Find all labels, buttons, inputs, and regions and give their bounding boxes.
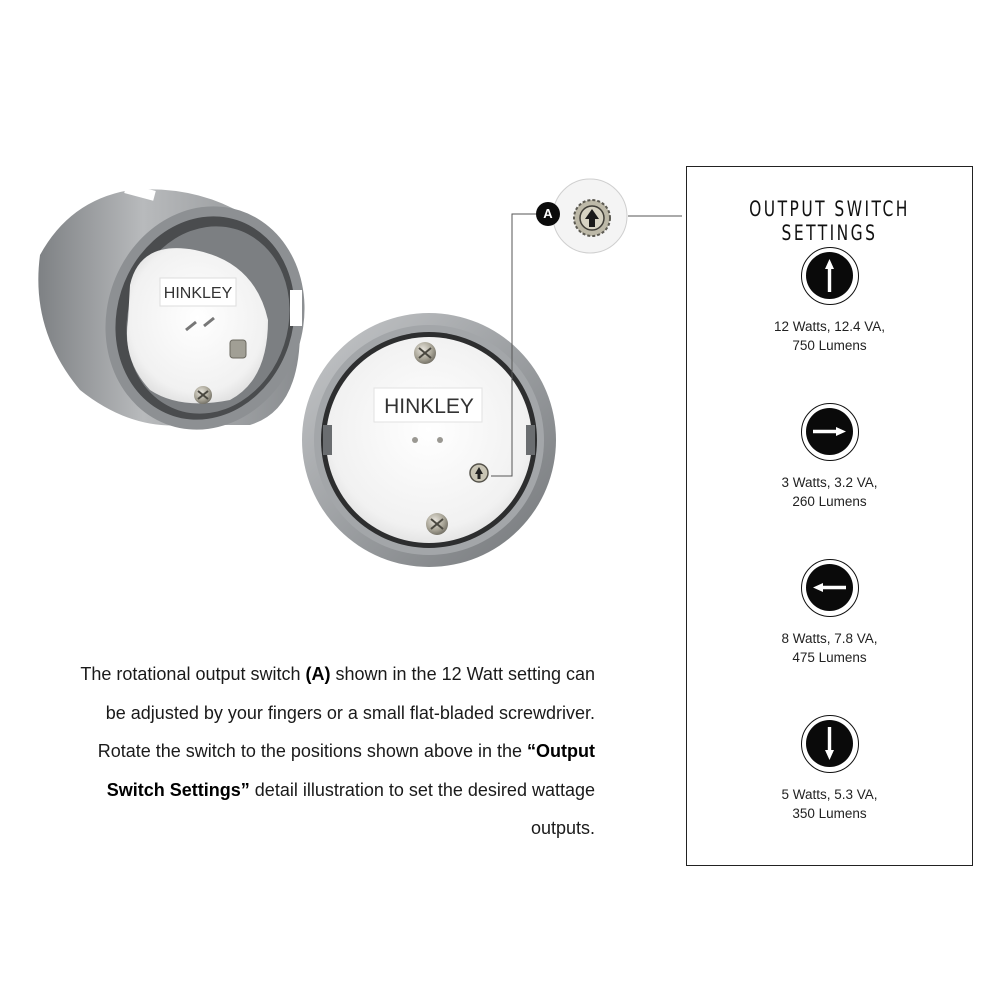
setting-line-2: 260 Lumens [792, 494, 867, 509]
left-arrow-icon [806, 564, 853, 611]
desc-bold-settings: “Output Switch Settings” [106, 741, 595, 800]
setting-line-1: 3 Watts, 3.2 VA, [781, 475, 878, 490]
up-arrow-icon [806, 252, 853, 299]
panel-title: OUTPUT SWITCH SETTINGS [749, 197, 910, 245]
setting-8-watt [687, 559, 972, 667]
brand-label-left: HINKLEY [163, 285, 233, 302]
right-arrow-icon [806, 408, 853, 455]
setting-line-2: 475 Lumens [792, 650, 867, 665]
housing-front-view [302, 313, 556, 567]
desc-bold-a: (A) [305, 664, 331, 684]
dial [801, 715, 859, 773]
output-switch-settings-panel [686, 166, 973, 866]
switch-zoom-detail [553, 179, 627, 253]
setting-line-2: 350 Lumens [792, 806, 867, 821]
setting-3-watt [687, 403, 972, 511]
down-arrow-icon [806, 720, 853, 767]
desc-text: shown in the 12 Watt setting can be adjusted by your fingers or a small flat-bladed screwdriver. Rotate the switch to the positions shown above in the [97, 664, 595, 761]
callout-badge-a: A [536, 202, 560, 226]
desc-text: detail illustration to set the desired wattage outputs. [249, 779, 595, 838]
setting-line-1: 8 Watts, 7.8 VA, [781, 631, 878, 646]
desc-text: The rotational output switch [80, 664, 306, 684]
setting-12-watt [687, 247, 972, 355]
housing-angled-view [38, 180, 333, 456]
setting-line-1: 12 Watts, 12.4 VA, [773, 319, 886, 334]
instruction-paragraph [60, 655, 595, 848]
setting-line-1: 5 Watts, 5.3 VA, [781, 787, 878, 802]
dial [801, 559, 859, 617]
dial [801, 247, 859, 305]
dial [801, 403, 859, 461]
brand-label-front: HINKLEY [384, 395, 474, 418]
setting-line-2: 750 Lumens [792, 338, 867, 353]
setting-5-watt [687, 715, 972, 823]
